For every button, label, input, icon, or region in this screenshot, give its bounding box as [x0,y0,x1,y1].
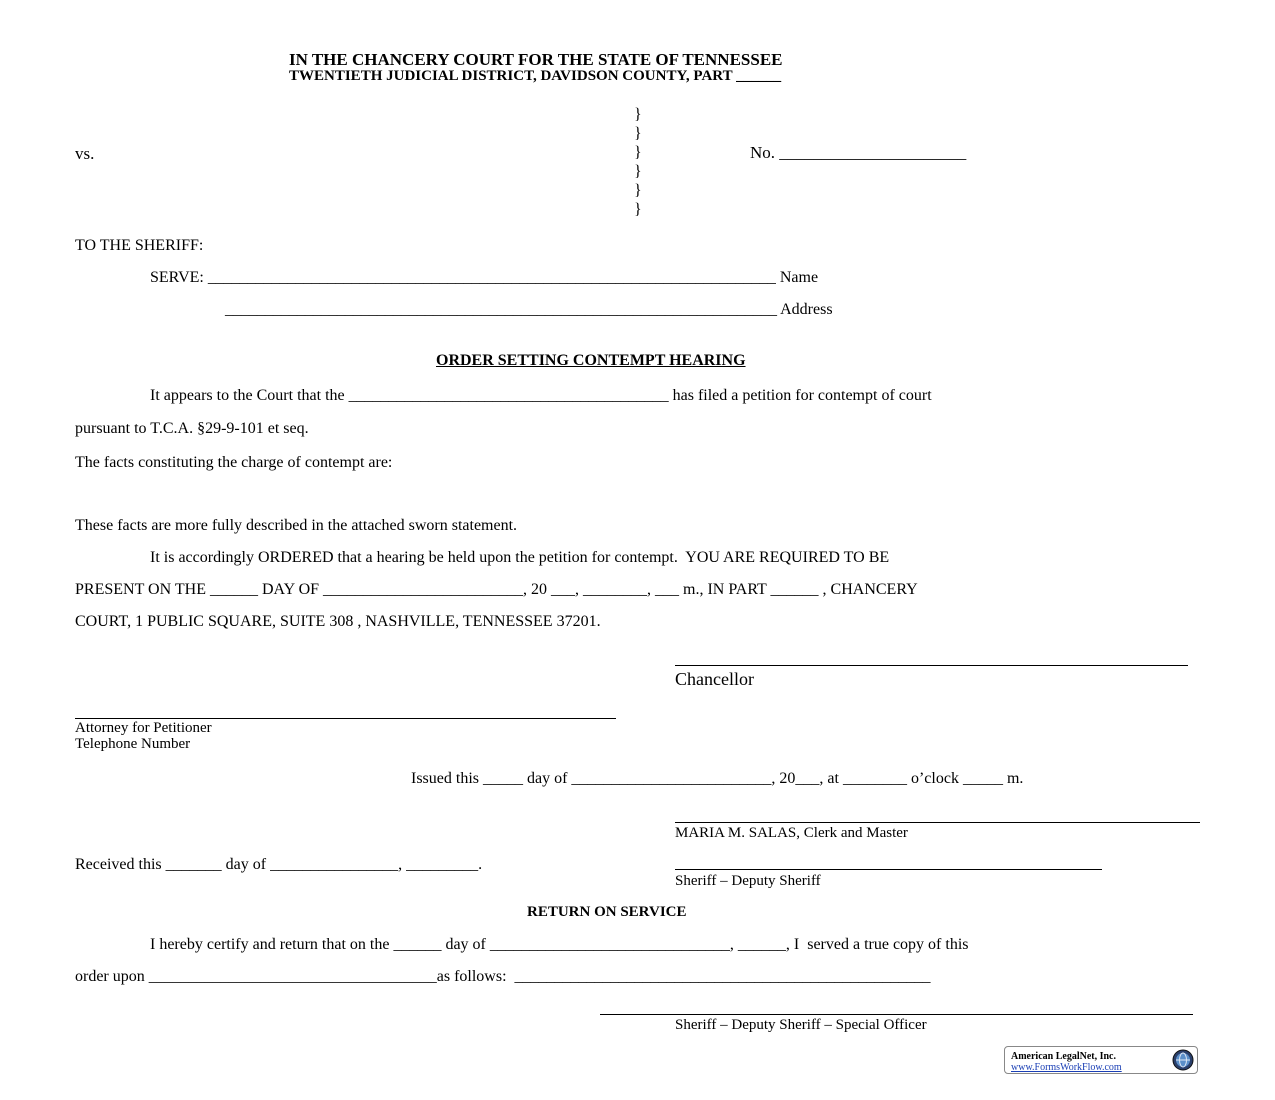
caption-brace: } [634,125,642,142]
telephone-label: Telephone Number [75,736,191,752]
facts-label: The facts constituting the charge of contempt are: [75,454,393,471]
court-title: IN THE CHANCERY COURT FOR THE STATE OF TENNESSEE [289,50,783,69]
versus-label: vs. [75,144,95,163]
chancellor-label: Chancellor [675,669,754,689]
order-paragraph-2-line-3: COURT, 1 PUBLIC SQUARE, SUITE 308 , NASHVILLE, TENNESSEE 37201. [75,613,601,630]
caption-brace: } [634,106,642,123]
return-title: RETURN ON SERVICE [527,904,687,920]
caption-brace: } [634,144,642,161]
clerk-label: MARIA M. SALAS, Clerk and Master [675,825,908,841]
court-subtitle: TWENTIETH JUDICIAL DISTRICT, DAVIDSON COUNTY, PART ______ [289,68,782,84]
order-paragraph-1-line-2: pursuant to T.C.A. §29-9-101 et seq. [75,420,309,437]
case-number-field: No. ______________________ [750,143,967,162]
order-title: ORDER SETTING CONTEMPT HEARING [436,352,746,369]
received-line: Received this _______ day of ________________, _________. [75,856,483,873]
officer-signature-line [600,1014,1193,1015]
company-url-link[interactable]: www.FormsWorkFlow.com [1011,1062,1122,1073]
caption-brace: } [634,163,642,180]
return-line-2: order upon ____________________________________as follows: ____________________________________________________ [75,968,931,985]
caption-brace: } [634,201,642,218]
sheriff-signature-line [675,869,1102,870]
order-paragraph-2-line-1: It is accordingly ORDERED that a hearing be held upon the petition for contempt. YOU ARE REQUIRED TO BE [150,549,890,566]
attorney-label: Attorney for Petitioner [75,720,212,736]
issued-line: Issued this _____ day of _________________________, 20___, at ________ o’clock _____ m. [411,770,1024,787]
caption-brace: } [634,182,642,199]
company-name: American LegalNet, Inc. [1011,1051,1116,1062]
serve-address-field: _____________________________________________________________________ Address [225,301,833,318]
serve-name-field: SERVE: _______________________________________________________________________ Name [150,269,819,286]
sheriff-label: Sheriff – Deputy Sheriff [675,873,821,889]
attorney-signature-line [75,718,616,719]
to-sheriff-heading: TO THE SHERIFF: [75,237,204,254]
facts-described: These facts are more fully described in the attached sworn statement. [75,517,518,534]
return-line-1: I hereby certify and return that on the ______ day of ______________________________, ______, I served a true copy of this [150,936,969,953]
officer-label: Sheriff – Deputy Sheriff – Special Officer [675,1017,927,1033]
forms-workflow-badge[interactable] [1004,1046,1198,1074]
order-paragraph-2-line-2: PRESENT ON THE ______ DAY OF _________________________, 20 ___, ________, ___ m., IN PART ______ , CHANCERY [75,581,918,598]
chancellor-signature-line [675,665,1188,666]
globe-icon [1172,1049,1194,1071]
order-paragraph-1-line-1: It appears to the Court that the ________________________________________ has filed a petition for contempt of court [150,387,932,404]
clerk-signature-line [675,822,1200,823]
